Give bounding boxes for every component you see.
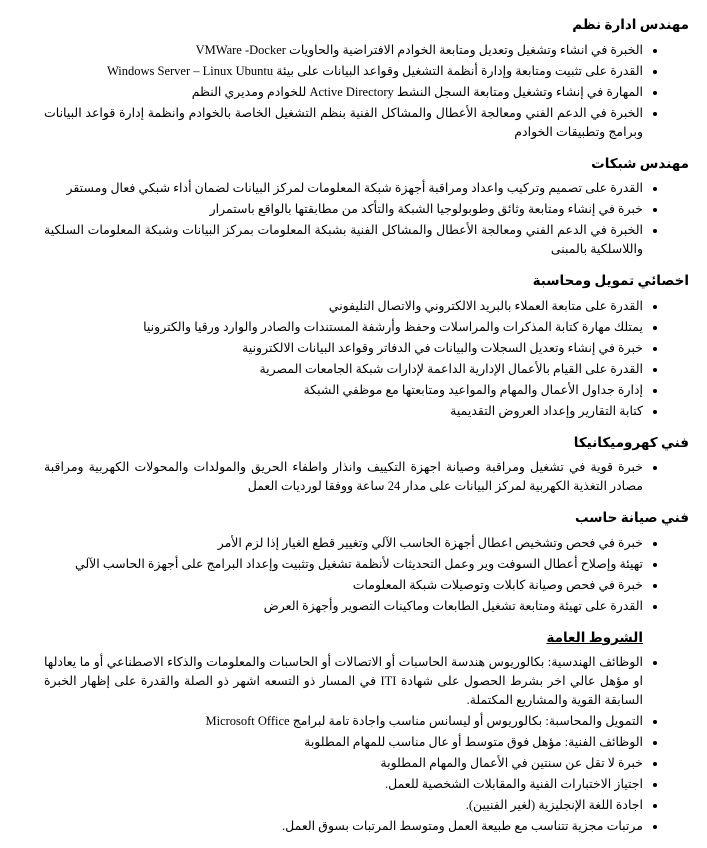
bullet-item: • يمتلك مهارة كتابة المذكرات والمراسلات وحفظ وأرشفة المستندات والصادر والوارد ورقيا والكترونيا xyxy=(44,318,643,337)
section-systems-admin-engineer xyxy=(44,16,689,142)
section-finance-accounting-specialist xyxy=(44,272,689,421)
section-electromechanical-technician xyxy=(44,434,689,497)
bullet-item: • القدرة على تصميم وتركيب واعداد ومراقبة أجهزة شبكة المعلومات لمركز البيانات لضمان أداء شبكي فعال ومستقر xyxy=(44,179,643,198)
bullet-list-electromechanical-technician xyxy=(44,458,689,496)
section-title-systems-admin-engineer: مهندس ادارة نظم xyxy=(572,17,689,32)
bullet-item: • الوظائف الفنية: مؤهل فوق متوسط أو عال مناسب للمهام المطلوبة xyxy=(44,733,643,752)
bullet-item: • اجتياز الاختبارات الفنية والمقابلات الشخصية للعمل. xyxy=(44,775,643,794)
bullet-item: • المهارة في إنشاء وتشغيل ومتابعة السجل النشط Active Directory للخوادم ومديري النظم xyxy=(44,83,643,102)
bullet-item: • الخبرة في انشاء وتشغيل وتعديل ومتابعة الخوادم الافتراضية والحاويات VMWare -Docker xyxy=(44,41,643,60)
bullet-item: • خبرة قوية في تشغيل ومراقبة وصيانة اجهزة التكييف وانذار واطفاء الحريق والمولدات والمحولات الكهربية ومراقبة مصادر التغذية الكهربية لمركز البيانات على مدار 24 ساعة ووفقا لورديات العمل xyxy=(44,458,643,496)
bullet-item: • تهيئة وإصلاح أعطال السوفت وير وعمل التحديثات لأنظمة تشغيل وتثبيت وإعداد البرامج على أجهزة الحاسب الآلي xyxy=(44,555,643,574)
bullet-item: • القدرة على تثبيت ومتابعة وإدارة أنظمة التشغيل وقواعد البيانات على بيئة Windows Server – Linux Ubuntu xyxy=(44,62,643,81)
bullet-item: • التمويل والمحاسبة: بكالوريوس أو ليسانس مناسب واجادة تامة لبرامج Microsoft Office xyxy=(44,712,643,731)
bullet-item: • خبرة في فحص وصيانة كابلات وتوصيلات شبكة المعلومات xyxy=(44,576,643,595)
bullet-item: • الوظائف الهندسية: بكالوريوس هندسة الحاسبات أو الاتصالات أو الحاسبات والمعلومات والذكاء الاصطناعي أو ما يعادلها او مؤهل عالي اخر بشرط الحصول على شهادة ITI في المسار ذو التسعه اشهر ذو الصلة والقدرة على إظهار الخبرة السابقة القوية والمشاريع المكتملة. xyxy=(44,653,643,710)
section-title-general-conditions: الشروط العامة xyxy=(546,629,643,645)
bullet-item: • إدارة جداول الأعمال والمهام والمواعيد ومتابعتها مع موظفي الشبكة xyxy=(44,381,643,400)
section-title-electromechanical-technician: فني كهروميكانيكا xyxy=(573,434,689,450)
bullet-list-network-engineer xyxy=(44,179,689,259)
bullet-list-computer-maintenance-technician xyxy=(44,534,689,616)
section-title-finance-accounting-specialist: اخصائي تمويل ومحاسبة xyxy=(532,273,689,289)
bullet-item: • اجادة اللغة الإنجليزية (لغير الفنيين). xyxy=(44,796,643,815)
bullet-item: • كتابة التقارير وإعداد العروض التقديمية xyxy=(44,402,643,421)
bullet-item: • خبرة في إنشاء ومتابعة وثائق وطوبولوجيا الشبكة والتأكد من مطابقتها بالواقع باستمرار xyxy=(44,200,643,219)
section-general-conditions xyxy=(44,629,689,837)
bullet-item: • الخبرة في الدعم الفني ومعالجة الأعطال والمشاكل الفنية بشبكة المعلومات بمركز البيانات وشبكة المعلومات السلكية واللاسلكية بالمبنى xyxy=(44,221,643,259)
bullet-item: • خبرة في إنشاء وتعديل السجلات والبيانات في الدفاتر وقواعد البيانات الالكترونية xyxy=(44,339,643,358)
bullet-item: • خبرة في فحص وتشخيص اعطال أجهزة الحاسب الآلي وتغيير قطع الغيار إذا لزم الأمر xyxy=(44,534,643,553)
bullet-list-general-conditions xyxy=(44,653,689,836)
bullet-list-finance-accounting-specialist xyxy=(44,297,689,421)
section-title-computer-maintenance-technician: فني صيانة حاسب xyxy=(574,510,689,526)
bullet-item: • القدرة على القيام بالأعمال الإدارية الداعمة لإدارات شبكة الجامعات المصرية xyxy=(44,360,643,379)
bullet-item: • الخبرة في الدعم الفني ومعالجة الأعطال والمشاكل الفنية بنظم التشغيل الخاصة بالخوادم وانظمة إدارة قواعد البيانات وبرامج وتطبيقات الخوادم xyxy=(44,104,643,142)
bullet-item: • خبرة لا تقل عن سنتين في الأعمال والمهام المطلوبة xyxy=(44,754,643,773)
bullet-item: • القدرة على تهيئة ومتابعة تشغيل الطابعات وماكينات التصوير وأجهزة العرض xyxy=(44,597,643,616)
bullet-item: • القدرة على متابعة العملاء بالبريد الالكتروني والاتصال التليفوني xyxy=(44,297,643,316)
section-title-network-engineer: مهندس شبكات xyxy=(591,155,689,171)
section-computer-maintenance-technician xyxy=(44,509,689,616)
bullet-list-systems-admin-engineer xyxy=(44,41,689,142)
bullet-item: • مرتبات مجزية تتناسب مع طبيعة العمل ومتوسط المرتبات بسوق العمل. xyxy=(44,817,643,836)
section-network-engineer xyxy=(44,155,689,260)
